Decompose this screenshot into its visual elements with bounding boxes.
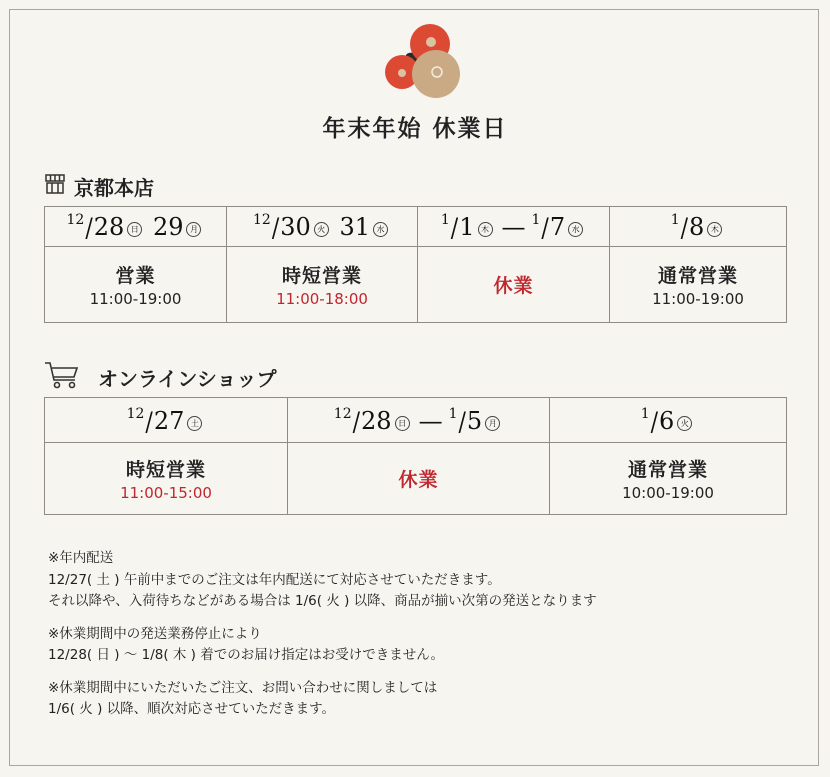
online-status-cell: 時短営業 11:00-15:00 — [45, 443, 288, 515]
storefront-icon — [44, 173, 66, 200]
store-date-cell: $^{12}$/30 火 31 水 — [227, 207, 418, 247]
store-status-cell: 通常営業 11:00-19:00 — [610, 247, 787, 323]
store-heading — [44, 172, 154, 201]
camellia-flower-icon — [370, 20, 480, 100]
online-date-cell: $^{12}$/27 土 — [45, 398, 288, 443]
store-date-cell: $^1$/8 木 — [610, 207, 787, 247]
online-heading-label: オンラインショップ — [98, 367, 277, 391]
shopping-cart-icon — [44, 360, 80, 395]
note-inquiries: ※休業期間中にいただいたご注文、お問い合わせに関しましては 1/6( 火 ) 以降、順次対応させていただきます。 — [48, 679, 438, 717]
online-status-cell: 休業 — [288, 443, 550, 515]
store-schedule-table — [44, 206, 787, 323]
note-year-end-shipping: ※年内配送 12/27( 土 ) 午前中までのご注文は年内配送にて対応させていただきます。 それ以降や、入荷待ちなどがある場合は 1/6( 火 ) 以降、商品が揃い次第の発送となります — [48, 550, 597, 609]
store-date-cell: $^1$/1 木 — $^1$/7 水 — [418, 207, 610, 247]
store-status-cell: 営業 11:00-19:00 — [45, 247, 227, 323]
online-heading — [44, 360, 277, 395]
online-status-cell: 通常営業 10:00-19:00 — [550, 443, 787, 515]
store-status-cell: 時短営業 11:00-18:00 — [227, 247, 418, 323]
page-title: 年末年始 休業日 — [322, 116, 508, 142]
notes — [48, 548, 597, 732]
store-status-cell: 休業 — [418, 247, 610, 323]
online-date-cell: $^1$/6 火 — [550, 398, 787, 443]
store-heading-label: 京都本店 — [74, 176, 154, 200]
online-date-cell: $^{12}$/28 日 — $^1$/5 月 — [288, 398, 550, 443]
note-shipping-suspension: ※休業期間中の発送業務停止により 12/28( 日 ) ～ 1/8( 木 ) 着でのお届け指定はお受けできません。 — [48, 625, 445, 663]
online-schedule-table — [44, 397, 787, 515]
store-date-cell: $^{12}$/28 日 29 月 — [45, 207, 227, 247]
